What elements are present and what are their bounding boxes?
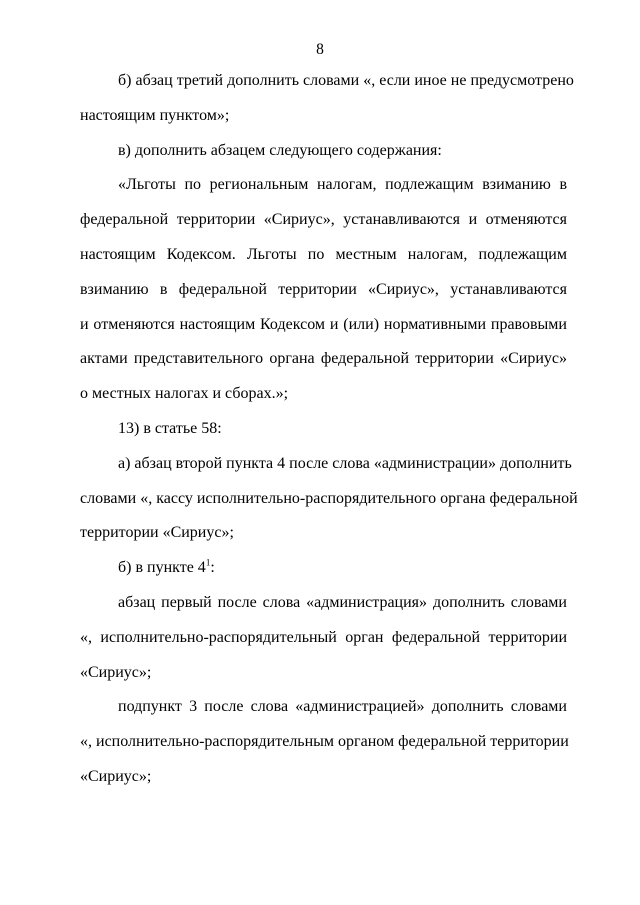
- text-line: абзац первый после слова «администрация» дополнить словами: [118, 593, 567, 611]
- text-fragment: :: [210, 559, 215, 577]
- text-line: «, исполнительно-распорядительным органом федеральной территории: [80, 733, 569, 751]
- text-line: а) абзац второй пункта 4 после слова «администрации» дополнить: [118, 454, 572, 472]
- paragraph: [80, 559, 567, 594]
- text-line: настоящим пунктом»;: [80, 106, 230, 124]
- text-fragment: б) в пункте 4: [118, 559, 206, 577]
- text-line: настоящим Кодексом. Льготы по местным налогам, подлежащим: [80, 245, 567, 263]
- paragraph: [80, 698, 567, 802]
- text-line: федеральной территории «Сириус», устанавливаются и отменяются: [80, 211, 567, 229]
- text-line: взиманию в федеральной территории «Сириус», устанавливаются: [80, 280, 567, 298]
- text-line: [80, 559, 567, 594]
- text-line: и отменяются настоящим Кодексом и (или) нормативными правовыми: [80, 315, 567, 333]
- paragraph: [80, 594, 567, 698]
- document-body: [80, 72, 578, 803]
- paragraph: [80, 72, 574, 142]
- paragraph: [80, 142, 567, 177]
- text-line: «Сириус»;: [80, 767, 152, 785]
- text-line: «Сириус»;: [80, 663, 152, 681]
- text-line: подпункт 3 после слова «администрацией» дополнить словами: [118, 698, 567, 716]
- page-number: 8: [316, 41, 324, 58]
- text-line: словами «, кассу исполнительно-распорядительного органа федеральной: [80, 489, 578, 507]
- text-line: актами представительного органа федеральной территории «Сириус»: [80, 350, 567, 368]
- text-line: «, исполнительно-распорядительный орган федеральной территории: [80, 628, 567, 646]
- text-line: о местных налогах и сборах.»;: [80, 385, 289, 403]
- superscript: 1: [205, 557, 211, 568]
- text-line: в) дополнить абзацем следующего содержания:: [118, 141, 442, 159]
- paragraph: [80, 420, 567, 455]
- text-line: территории «Сириус»;: [80, 524, 234, 542]
- text-line: б) абзац третий дополнить словами «, если иное не предусмотрено: [118, 72, 574, 89]
- paragraph: [80, 176, 567, 420]
- text-line: 13) в статье 58:: [118, 419, 222, 437]
- paragraph: [80, 454, 578, 559]
- text-line: «Льготы по региональным налогам, подлежащим взиманию в: [118, 176, 567, 194]
